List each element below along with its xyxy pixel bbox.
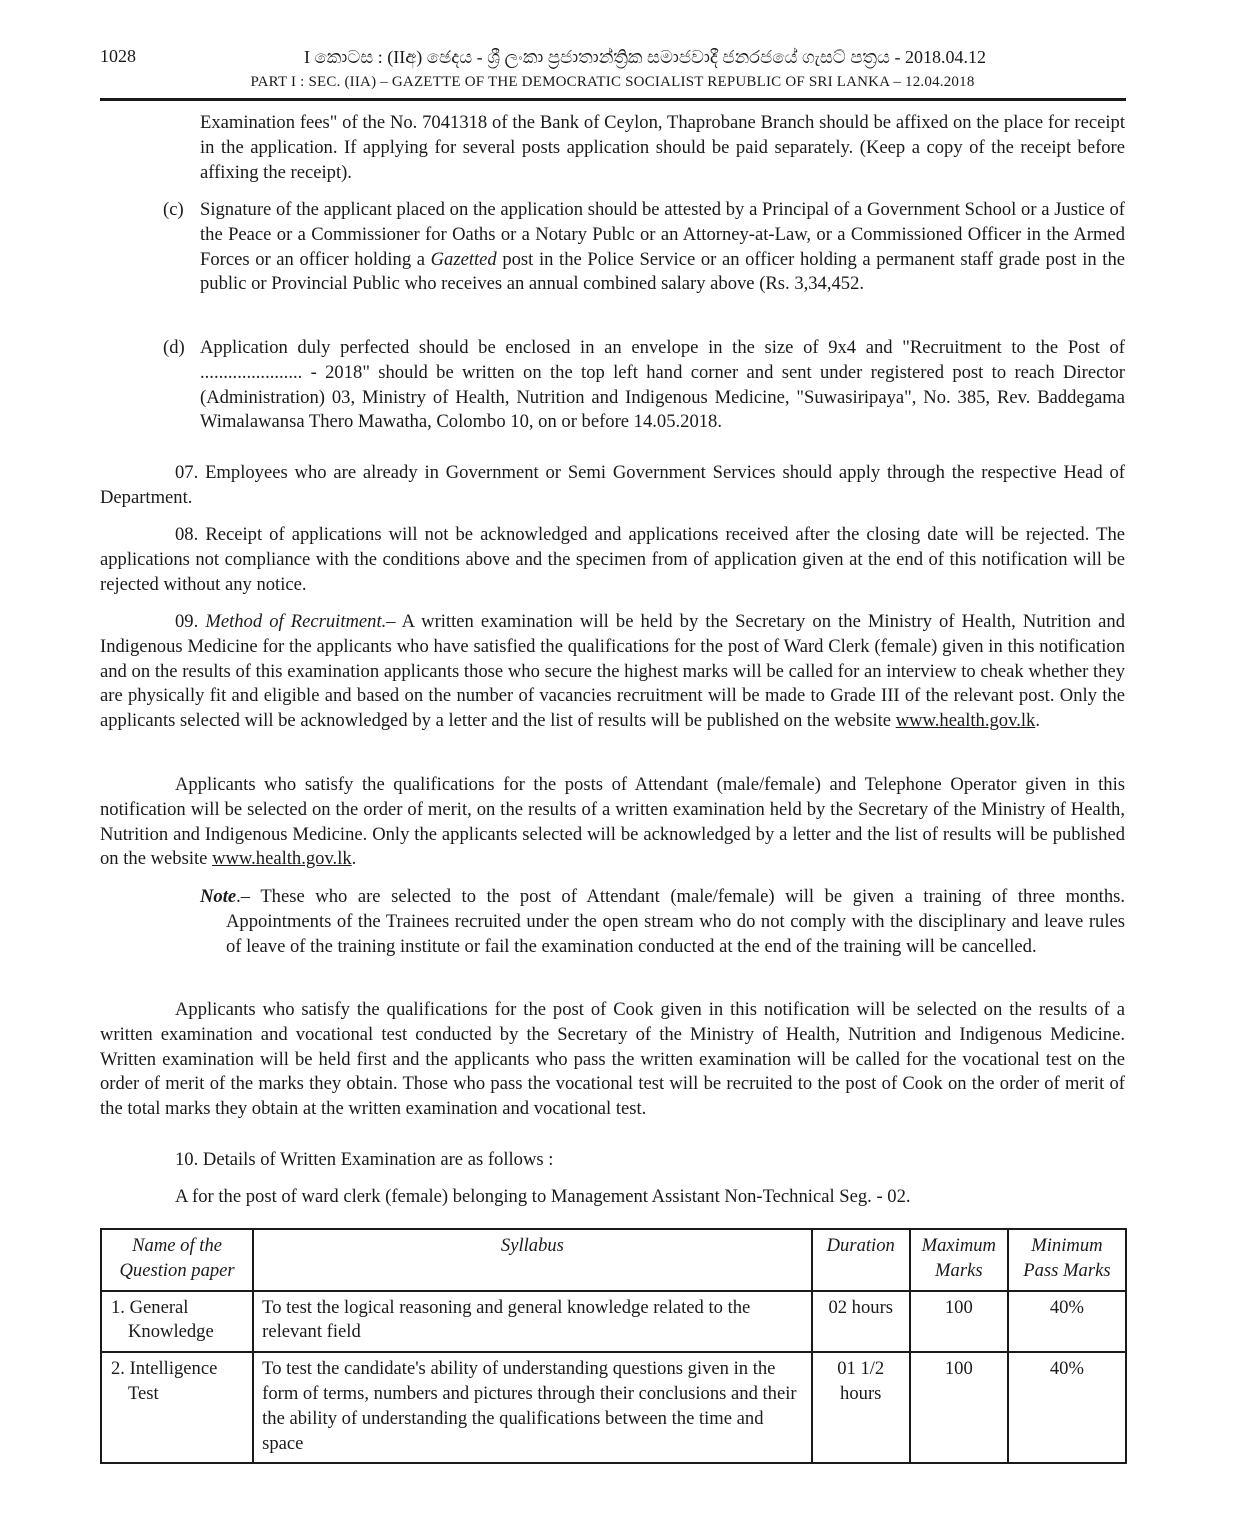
item-c-marker: (c) [163, 199, 184, 220]
website-link[interactable]: www.health.gov.lk [895, 710, 1036, 732]
table-header-row [101, 1229, 1126, 1291]
col-header-syllabus: Syllabus [253, 1229, 812, 1291]
written-exam-table [100, 1228, 1127, 1464]
cell-duration: 02 hours [812, 1291, 910, 1353]
cell-syllabus: To test the logical reasoning and general knowledge related to the relevant field [253, 1291, 812, 1353]
cell-max-marks: 100 [910, 1291, 1008, 1353]
col-header-max-marks: Maximum Marks [910, 1229, 1008, 1291]
cell-min-pass-marks: 40% [1008, 1352, 1126, 1463]
paragraph-cook: Applicants who satisfy the qualifications for the post of Cook given in this notification will be selected on the results of a written examination and vocational test conducted by the Secretary of the Ministry of Health, Nutrition and Indigenous Medicine. Written examination will be held first and the applicants who pass the written examination will be called for the vocational test on the order of merit of the marks they obtain. Those who pass the vocational test will be recruited to the post of Cook on the order of merit of the total marks they obtain at the written examination and vocational test. [100, 999, 1125, 1120]
paragraph-attendant: Applicants who satisfy the qualifications for the posts of Attendant (male/female) and Telephone Operator given in this notification will be selected on the order of merit, on the results of a written examination held by the Secretary of the Ministry of Health, Nutrition and Indigenous Medicine. Only the applicants selected will be acknowledged by a letter and the list of results will be published on the website www.health.gov.lk. [100, 774, 1125, 870]
paragraph-10-a: A for the post of ward clerk (female) belonging to Management Assistant Non-Technical Seg. - 02. [175, 1186, 911, 1207]
paragraph-09: 09. Method of Recruitment.– A written examination will be held by the Secretary on the Ministry of Health, Nutrition and Indigenous Medicine for the applicants who have satisfied the qualifications for the post of Ward Clerk (female) given in this notification and on the results of this examination applicants those who secure the highest marks will be called for an interview to cheak whether they are physically fit and eligible and based on the number of vacancies recruitment will be made to Grade III of the relevant post. Only the applicants selected will be acknowledged by a letter and the list of results will be published on the website www.health.gov.lk. [100, 611, 1126, 732]
paragraph-08: 08. Receipt of applications will not be acknowledged and applications received after the closing date will be rejected. The applications not compliance with the conditions above and the specimen from of application given at the end of this notification will be rejected without any notice. [100, 524, 1125, 595]
item-c-text: Signature of the applicant placed on the application should be attested by a Principal of a Government School or a Justice of the Peace or a Commissioner for Oaths or a Notary Publc or an Attorney-at-Law, or a Commissioned Officer in the Armed Forces or an officer holding a Gazetted post in the Police Service or an officer holding a permanent staff grade post in the public or Provincial Public who receives an annual combined salary above (Rs. 3,34,452. [200, 199, 1125, 295]
col-header-duration: Duration [812, 1229, 910, 1291]
header-rule [100, 98, 1126, 101]
table-row [101, 1352, 1126, 1463]
header-title-english: PART I : SEC. (IIA) – GAZETTE OF THE DEMOCRATIC SOCIALIST REPUBLIC OF SRI LANKA – 12.04.2018 [250, 74, 975, 90]
col-header-name: Name of the Question paper [101, 1229, 253, 1291]
col-header-min-pass-marks: Minimum Pass Marks [1008, 1229, 1126, 1291]
table-row [101, 1291, 1126, 1353]
item-d-text: Application duly perfected should be enclosed in an envelope in the size of 9x4 and "Recruitment to the Post of ...................... - 2018" should be written on the top left hand corner and sent under registered post to reach Director (Administration) 03, Ministry of Health, Nutrition and Indigenous Medicine, "Suwasiripaya", No. 385, Rev. Baddegama Wimalawansa Thero Mawatha, Colombo 10, on or before 14.05.2018. [200, 337, 1125, 433]
item-d-marker: (d) [163, 337, 185, 358]
website-link[interactable]: www.health.gov.lk [212, 848, 352, 870]
header-title-sinhala: I කොටස : (IIඅ) ඡෙදය - ශ්‍රී ලංකා ප්‍රජාතාන්ත්‍රික සමාජවාදී ජනරජයේ ගැසට් පත්‍රය - 2018.04.12 [304, 47, 986, 67]
paragraph-10: 10. Details of Written Examination are as follows : [175, 1149, 554, 1170]
cell-duration: 01 1/2 hours [812, 1352, 910, 1463]
paragraph-b-continuation: Examination fees" of the No. 7041318 of the Bank of Ceylon, Thaprobane Branch should be affixed on the place for receipt in the application. If applying for several posts application should be paid separately. (Keep a copy of the receipt before affixing the receipt). [200, 112, 1125, 183]
paragraph-07: 07. Employees who are already in Government or Semi Government Services should apply through the respective Head of Department. [100, 462, 1125, 508]
cell-paper-name: 2. Intelligence Test [101, 1352, 253, 1463]
cell-syllabus: To test the candidate's ability of understanding questions given in the form of terms, numbers and pictures through their conclusions and their the ability of understanding the qualifications between the time and space [253, 1352, 812, 1463]
page-number: 1028 [100, 46, 136, 66]
cell-paper-name: 1. General Knowledge [101, 1291, 253, 1353]
cell-min-pass-marks: 40% [1008, 1291, 1126, 1353]
note-paragraph: Note.– These who are selected to the post of Attendant (male/female) will be given a training of three months. Appointments of the Trainees recruited under the open stream who do not comply with the disciplinary and leave rules of leave of the training institute or fail the examination conducted at the end of the training will be cancelled. [200, 886, 1125, 957]
cell-max-marks: 100 [910, 1352, 1008, 1463]
